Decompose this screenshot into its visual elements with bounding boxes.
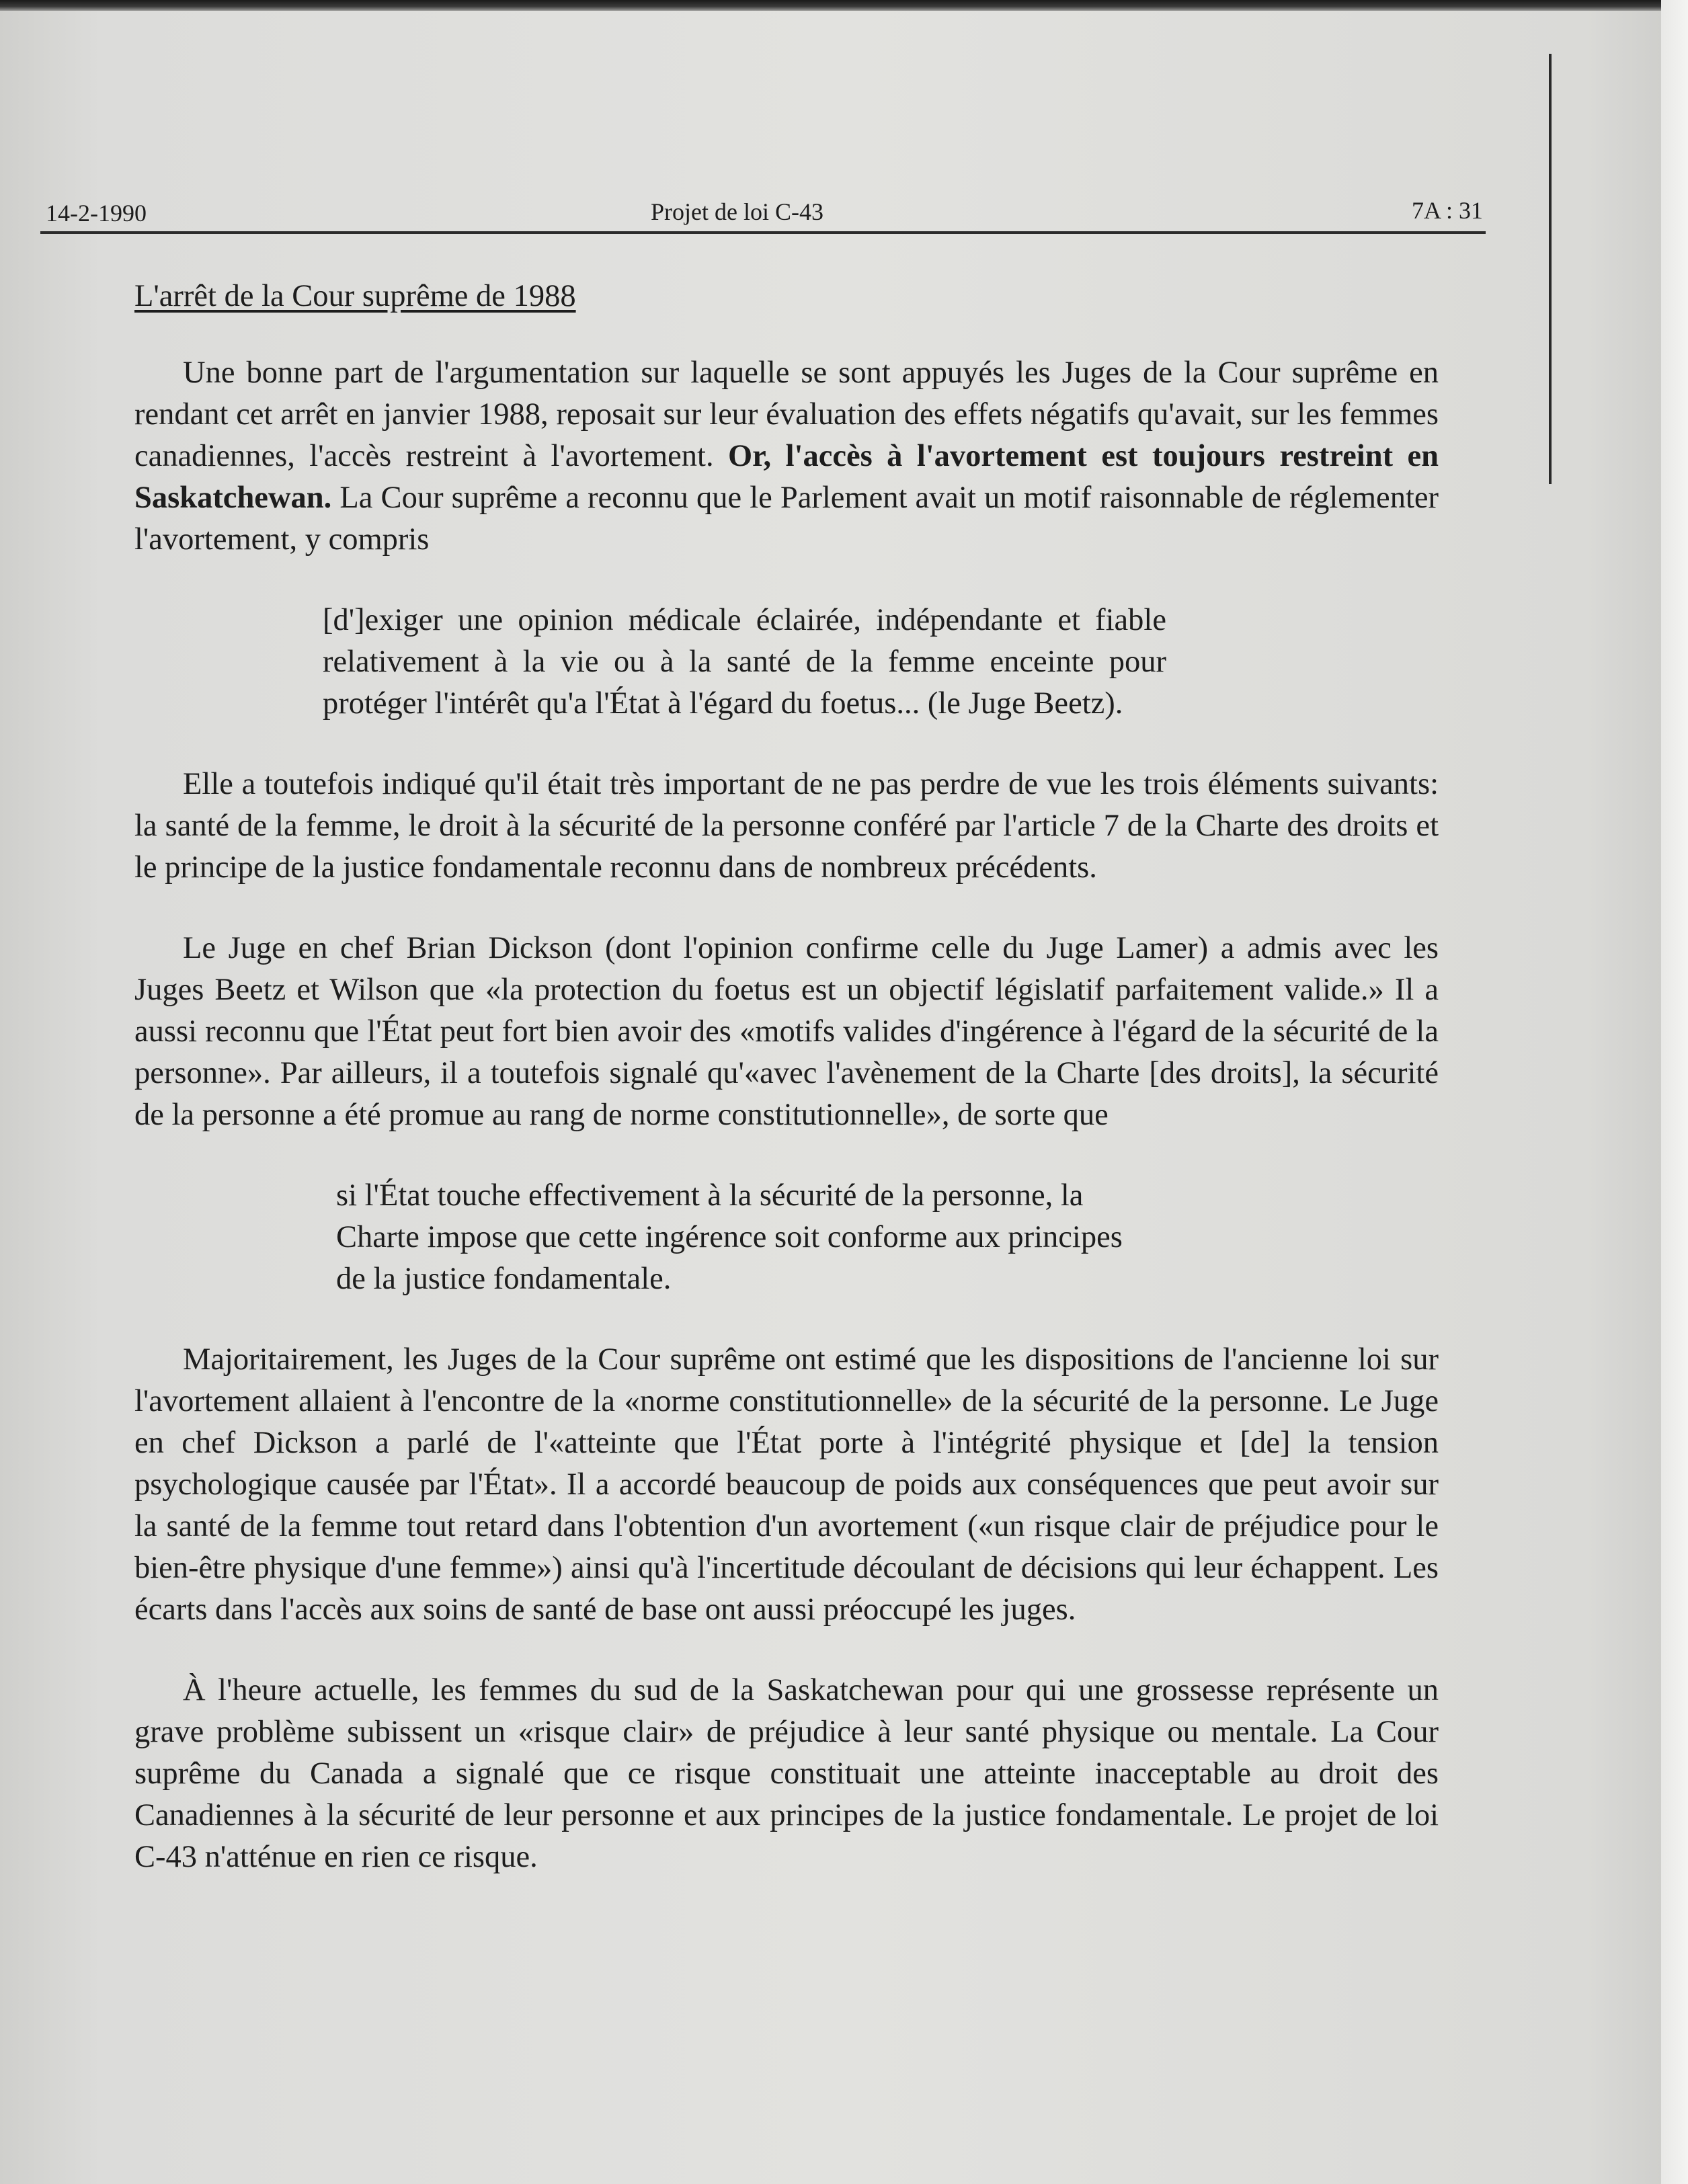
header-page-number: 7A : 31 (1411, 197, 1483, 224)
scan-top-edge (0, 0, 1688, 11)
paragraph-3: Le Juge en chef Brian Dickson (dont l'opinion confirme celle du Juge Lamer) a admis avec les Juges Beetz et Wilson que «la protection du foetus est un objectif législatif parfaitement valide.» Il a aussi reconnu que l'État peut fort bien avoir des «motifs valides d'ingérence à l'égard de la sécurité de la personne». Par ailleurs, il a toutefois signalé qu'«avec l'avènement de la Charte [des droits], la sécurité de la personne a été promue au rang de norme constitutionnelle», de sorte que (134, 931, 1439, 1132)
document-body (134, 276, 1439, 1917)
paragraph-4: Majoritairement, les Juges de la Cour suprême ont estimé que les dispositions de l'ancienne loi sur l'avortement allaient à l'encontre de la «norme constitutionnelle» de la sécurité de la personne. Le Juge en chef Dickson a parlé de l'«atteinte que l'État porte à l'intégrité physique et [de] la tension psychologique causée par l'État». Il a accordé beaucoup de poids aux conséquences que peut avoir sur la santé de la femme tout retard dans l'obtention d'un avortement («un risque clair de préjudice pour le bien-être physique d'une femme») ainsi qu'à l'incertitude découlant de décisions qui leur échappent. Les écarts dans l'accès aux soins de santé de base ont aussi préoccupé les juges. (134, 1342, 1439, 1627)
quote-charter-line-1: si l'État touche effectivement à la sécurité de la personne, la (336, 1178, 1084, 1213)
quote-charter-line-2: Charte impose que cette ingérence soit conforme aux principes (336, 1220, 1123, 1254)
paragraph-1-text-b: La Cour suprême a reconnu que le Parlement avait un motif raisonnable de réglementer l'avortement, y compris (134, 481, 1439, 557)
quote-charter (336, 1175, 1203, 1300)
header-date: 14-2-1990 (46, 200, 147, 227)
document-page (40, 181, 1486, 1874)
running-header (40, 181, 1486, 234)
scan-right-margin (1661, 0, 1688, 2184)
paragraph-1-bold-statement: Or, l'accès à l'avortement est toujours restreint en Saskatchewan. (134, 439, 1439, 515)
paragraph-5: À l'heure actuelle, les femmes du sud de la Saskatchewan pour qui une grossesse représente un grave problème subissent un «risque clair» de préjudice à leur santé physique ou mentale. La Cour suprême du Canada a signalé que ce risque constituait une atteinte inacceptable au droit des Canadiennes à la sécurité de leur personne et aux principes de la justice fondamentale. Le projet de loi C-43 n'atténue en rien ce risque. (134, 1673, 1439, 1874)
margin-rule (1549, 54, 1552, 484)
paragraph-1 (134, 352, 1439, 561)
paragraph-1-text-a: Une bonne part de l'argumentation sur laquelle se sont appuyés les Juges de la Cour suprême en rendant cet arrêt en janvier 1988, reposait sur leur évaluation des effets négatifs qu'avait, sur les femmes canadiennes, l'accès restreint à l'avortement. (134, 356, 1439, 473)
section-heading: L'arrêt de la Cour suprême de 1988 (134, 279, 576, 313)
quote-beetz: [d']exiger une opinion médicale éclairée, indépendante et fiable relativement à la vie ou à la santé de la femme enceinte pour protéger l'intérêt qu'a l'État à l'égard du foetus... (le Juge Beetz). (323, 603, 1166, 721)
header-title: Projet de loi C-43 (651, 198, 823, 225)
paragraph-2: Elle a toutefois indiqué qu'il était très important de ne pas perdre de vue les trois éléments suivants: la santé de la femme, le droit à la sécurité de la personne conféré par l'article 7 de la Charte des droits et le principe de la justice fondamentale reconnu dans de nombreux précédents. (134, 767, 1439, 885)
quote-charter-line-3: de la justice fondamentale. (336, 1262, 672, 1296)
